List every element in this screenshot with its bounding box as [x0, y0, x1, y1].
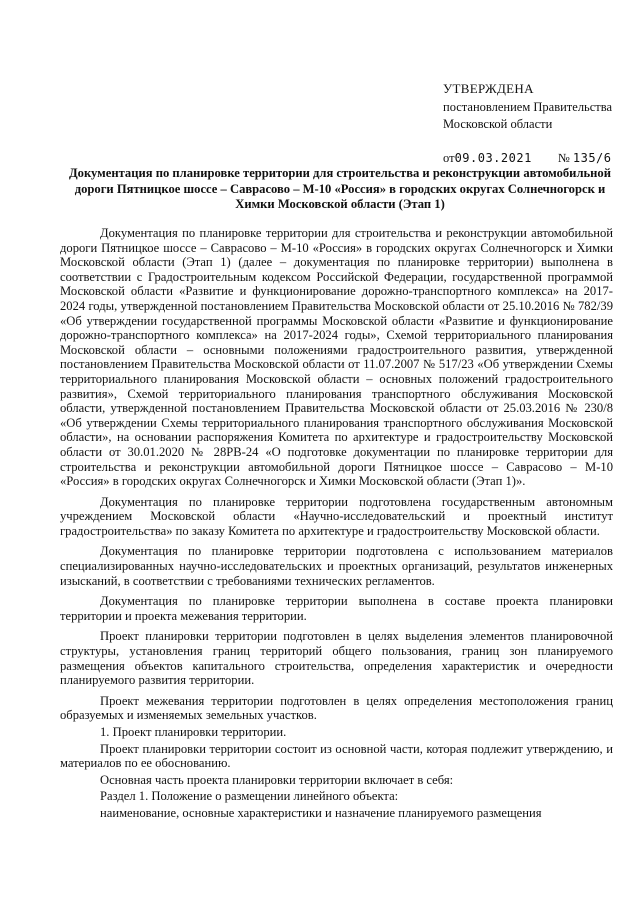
paragraph-surveying-purpose: Проект межевания территории подготовлен в целях определения местоположения границ образуемых и изменяемых земельных участков. — [60, 693, 613, 723]
paragraph-name-characteristics: наименование, основные характеристики и назначение планируемого размещения — [100, 805, 542, 820]
approval-stamp — [443, 80, 633, 167]
approval-date: 09.03.2021 — [454, 151, 532, 165]
approval-line-2: Московской области — [443, 117, 553, 131]
paragraph-planning-purpose: Проект планировки территории подготовлен в целях выделения элементов планировочной структуры, установления границ территорий общего пользования, границ зон планируемого размещения объектов капитального строительства, определения характеристик и очередности планируемого развития территории. — [60, 629, 613, 688]
approval-line-1: постановлением Правительства — [443, 100, 613, 114]
date-prefix: от — [443, 151, 455, 165]
paragraph-main-part: Основная часть проекта планировки территории включает в себя: — [100, 772, 454, 787]
approval-number: 135/6 — [572, 151, 612, 165]
document-title: Документация по планировке территории для строительства и реконструкции автомобильной дороги Пятницкое шоссе – Саврасово – М-10 «Россия» в городских округах Солнечногорск и Химки Московской области (Этап 1) — [69, 166, 611, 211]
number-prefix: № — [557, 151, 570, 165]
paragraph-project-structure: Проект планировки территории состоит из основной части, которая подлежит утверждению, и материалов по ее обоснованию. — [60, 741, 613, 771]
approval-date-line — [443, 150, 633, 167]
paragraph-section-1: 1. Проект планировки территории. — [100, 725, 287, 739]
paragraph-prepared-by: Документация по планировке территории подготовлена государственным автономным учреждением Московской области «Научно-исследовательский и проектный институт градостроительства» по заказу Комитета по архитектуре и градостроительству Московской области. — [60, 494, 613, 538]
paragraph-intro: Документация по планировке территории для строительства и реконструкции автомобильной дороги Пятницкое шоссе – Саврасово – М-10 «Россия» в городских округах Солнечногорск и Химки Московской области (Этап 1) (далее – документация по планировке территории) выполнена в соответствии с Градостроительным кодексом Российской Федерации, государственной программой Московской области «Развитие и функционирование дорожно-транспортного комплекса» на 2017-2024 годы, утвержденной постановлением Правительства Московской области от 25.10.2016 № 782/39 «Об утверждении государственной программы Московской области «Развитие и функционирование дорожно-транспортного комплекса» на 2017-2024 годы», Схемой территориального планирования Московской области – основными положениями градостроительного развития, утвержденной постановлением Правительства Московской области от 11.07.2007 № 517/23 «Об утверждении Схемы территориального планирования Московской области – основных положений градостроительного развития», Схемой территориального планирования транспортного обслуживания Московской области, утвержденной постановлением Правительства Московской области от 25.03.2016 № 230/8 «Об утверждении Схемы территориального планирования транспортного обслуживания Московской области», на основании распоряжения Комитета по архитектуре и градостроительству Московской области от 30.01.2020 № 28РВ-24 «О подготовке документации по планировке территории для строительства и реконструкции автомобильной дороги Пятницкое шоссе – Саврасово – М-10 «Россия» в городских округах Солнечногорск и Химки Московской области (Этап 1)». — [60, 226, 613, 489]
paragraph-chapter-1: Раздел 1. Положение о размещении линейного объекта: — [100, 789, 399, 804]
paragraph-materials: Документация по планировке территории подготовлена с использованием материалов специализированных научно-исследовательских и проектных организаций, результатов инженерных изысканий, в соответствии с требованиями технических регламентов. — [60, 544, 613, 588]
document-body — [60, 226, 613, 821]
paragraph-composition: Документация по планировке территории выполнена в составе проекта планировки территории и проекта межевания территории. — [60, 594, 613, 623]
approval-title: УТВЕРЖДЕНА — [443, 81, 534, 96]
